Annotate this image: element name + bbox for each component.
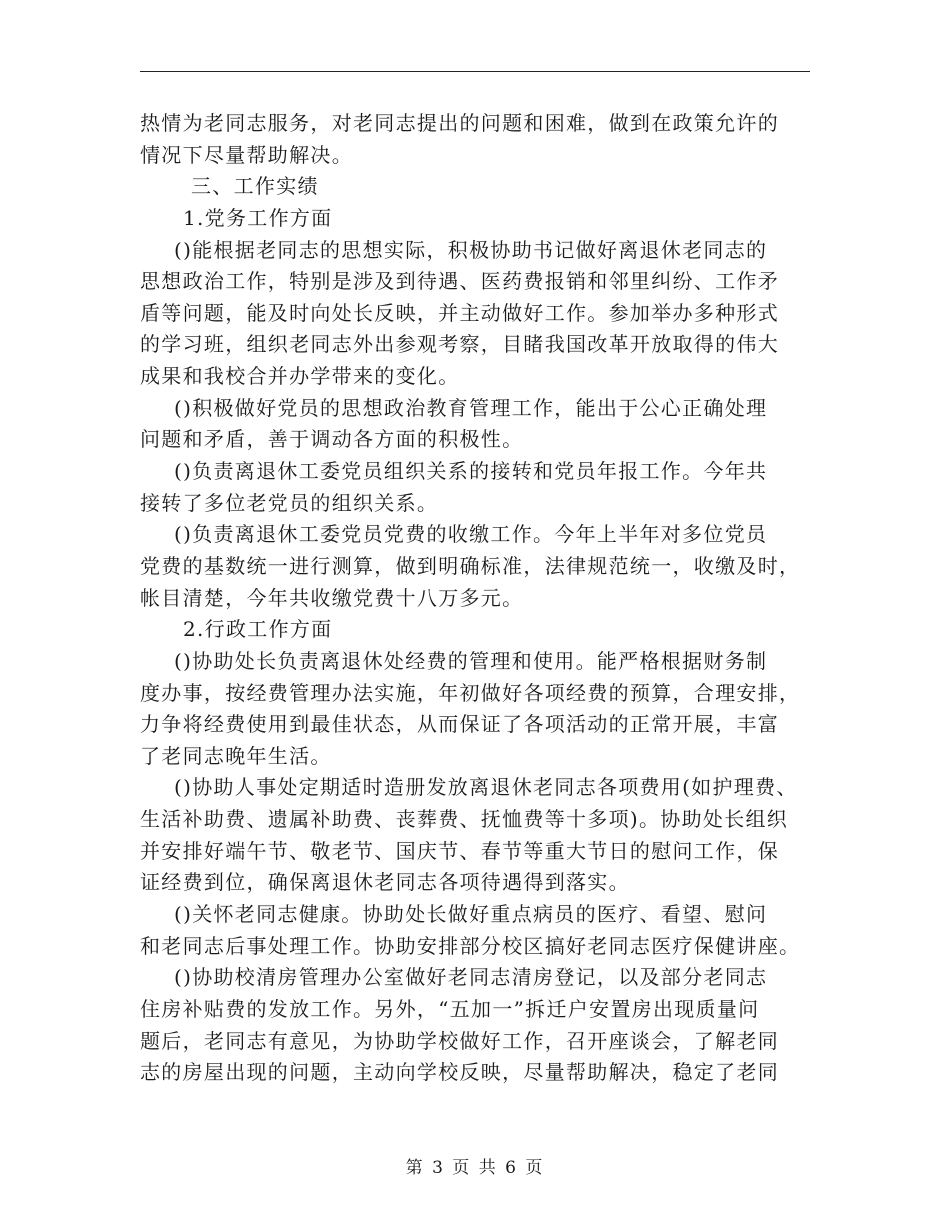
text-line: ()能根据老同志的思想实际，积极协助书记做好离退休老同志的 bbox=[174, 237, 768, 262]
text-line: 的学习班，组织老同志外出参观考察，目睹我国改革开放取得的伟大 bbox=[140, 332, 779, 357]
text-line: ()积极做好党员的思想政治教育管理工作，能出于公心正确处理 bbox=[174, 395, 768, 420]
text-line: 帐目清楚，今年共收缴党费十八万多元。 bbox=[140, 585, 524, 610]
text-line: 度办事，按经费管理办法实施，年初做好各项经费的预算，合理安排， bbox=[140, 680, 801, 705]
text-line: 热情为老同志服务，对老同志提出的问题和困难，做到在政策允许的 bbox=[140, 111, 779, 135]
text-line: 并安排好端午节、敬老节、国庆节、春节等重大节日的慰问工作，保 bbox=[140, 838, 779, 863]
text-line: 接转了多位老党员的组织关系。 bbox=[140, 490, 439, 515]
text-line: 思想政治工作，特别是涉及到待遇、医药费报销和邻里纠纷、工作矛 bbox=[140, 269, 779, 294]
text-line: 生活补助费、遗属补助费、丧葬费、抚恤费等十多项)。协助处长组织 bbox=[140, 807, 789, 832]
text-line: 三、工作实绩 bbox=[191, 174, 319, 199]
text-line: 题后，老同志有意见，为协助学校做好工作，召开座谈会，了解老同 bbox=[140, 1028, 779, 1053]
page-footer: 第 3 页 共 6 页 bbox=[405, 1158, 545, 1178]
text-line: 党费的基数统一进行测算，做到明确标准，法律规范统一，收缴及时， bbox=[140, 553, 801, 578]
text-line: 证经费到位，确保离退休老同志各项待遇得到落实。 bbox=[140, 870, 630, 895]
text-line: 情况下尽量帮助解决。 bbox=[140, 142, 353, 167]
text-line: 问题和矛盾，善于调动各方面的积极性。 bbox=[140, 427, 524, 452]
text-line: ()负责离退休工委党员党费的收缴工作。今年上半年对多位党员 bbox=[174, 522, 768, 547]
text-line: 盾等问题，能及时向处长反映，并主动做好工作。参加举办多种形式 bbox=[140, 300, 779, 325]
text-line: 1.党务工作方面 bbox=[183, 205, 333, 230]
text-line: 成果和我校合并办学带来的变化。 bbox=[140, 364, 460, 389]
text-line: 住房补贴费的发放工作。另外，“五加一”拆迁户安置房出现质量问 bbox=[140, 996, 760, 1021]
text-line: ()协助校清房管理办公室做好老同志清房登记，以及部分老同志 bbox=[174, 965, 768, 990]
text-line: ()关怀老同志健康。协助处长做好重点病员的医疗、看望、慰问 bbox=[174, 902, 768, 927]
text-line: 了老同志晚年生活。 bbox=[140, 743, 332, 768]
document-body bbox=[140, 108, 810, 1089]
text-line: ()协助人事处定期适时造册发放离退休老同志各项费用(如护理费、 bbox=[174, 775, 798, 800]
text-line: ()协助处长负责离退休处经费的管理和使用。能严格根据财务制 bbox=[174, 648, 768, 673]
text-line: 志的房屋出现的问题，主动向学校反映，尽量帮助解决，稳定了老同 bbox=[140, 1060, 779, 1085]
text-line: ()负责离退休工委党员组织关系的接转和党员年报工作。今年共 bbox=[174, 459, 768, 484]
text-line: 力争将经费使用到最佳状态，从而保证了各项活动的正常开展，丰富 bbox=[140, 712, 779, 737]
header-rule bbox=[140, 71, 810, 72]
text-line: 2.行政工作方面 bbox=[183, 617, 333, 642]
text-line: 和老同志后事处理工作。协助安排部分校区搞好老同志医疗保健讲座。 bbox=[140, 933, 801, 958]
